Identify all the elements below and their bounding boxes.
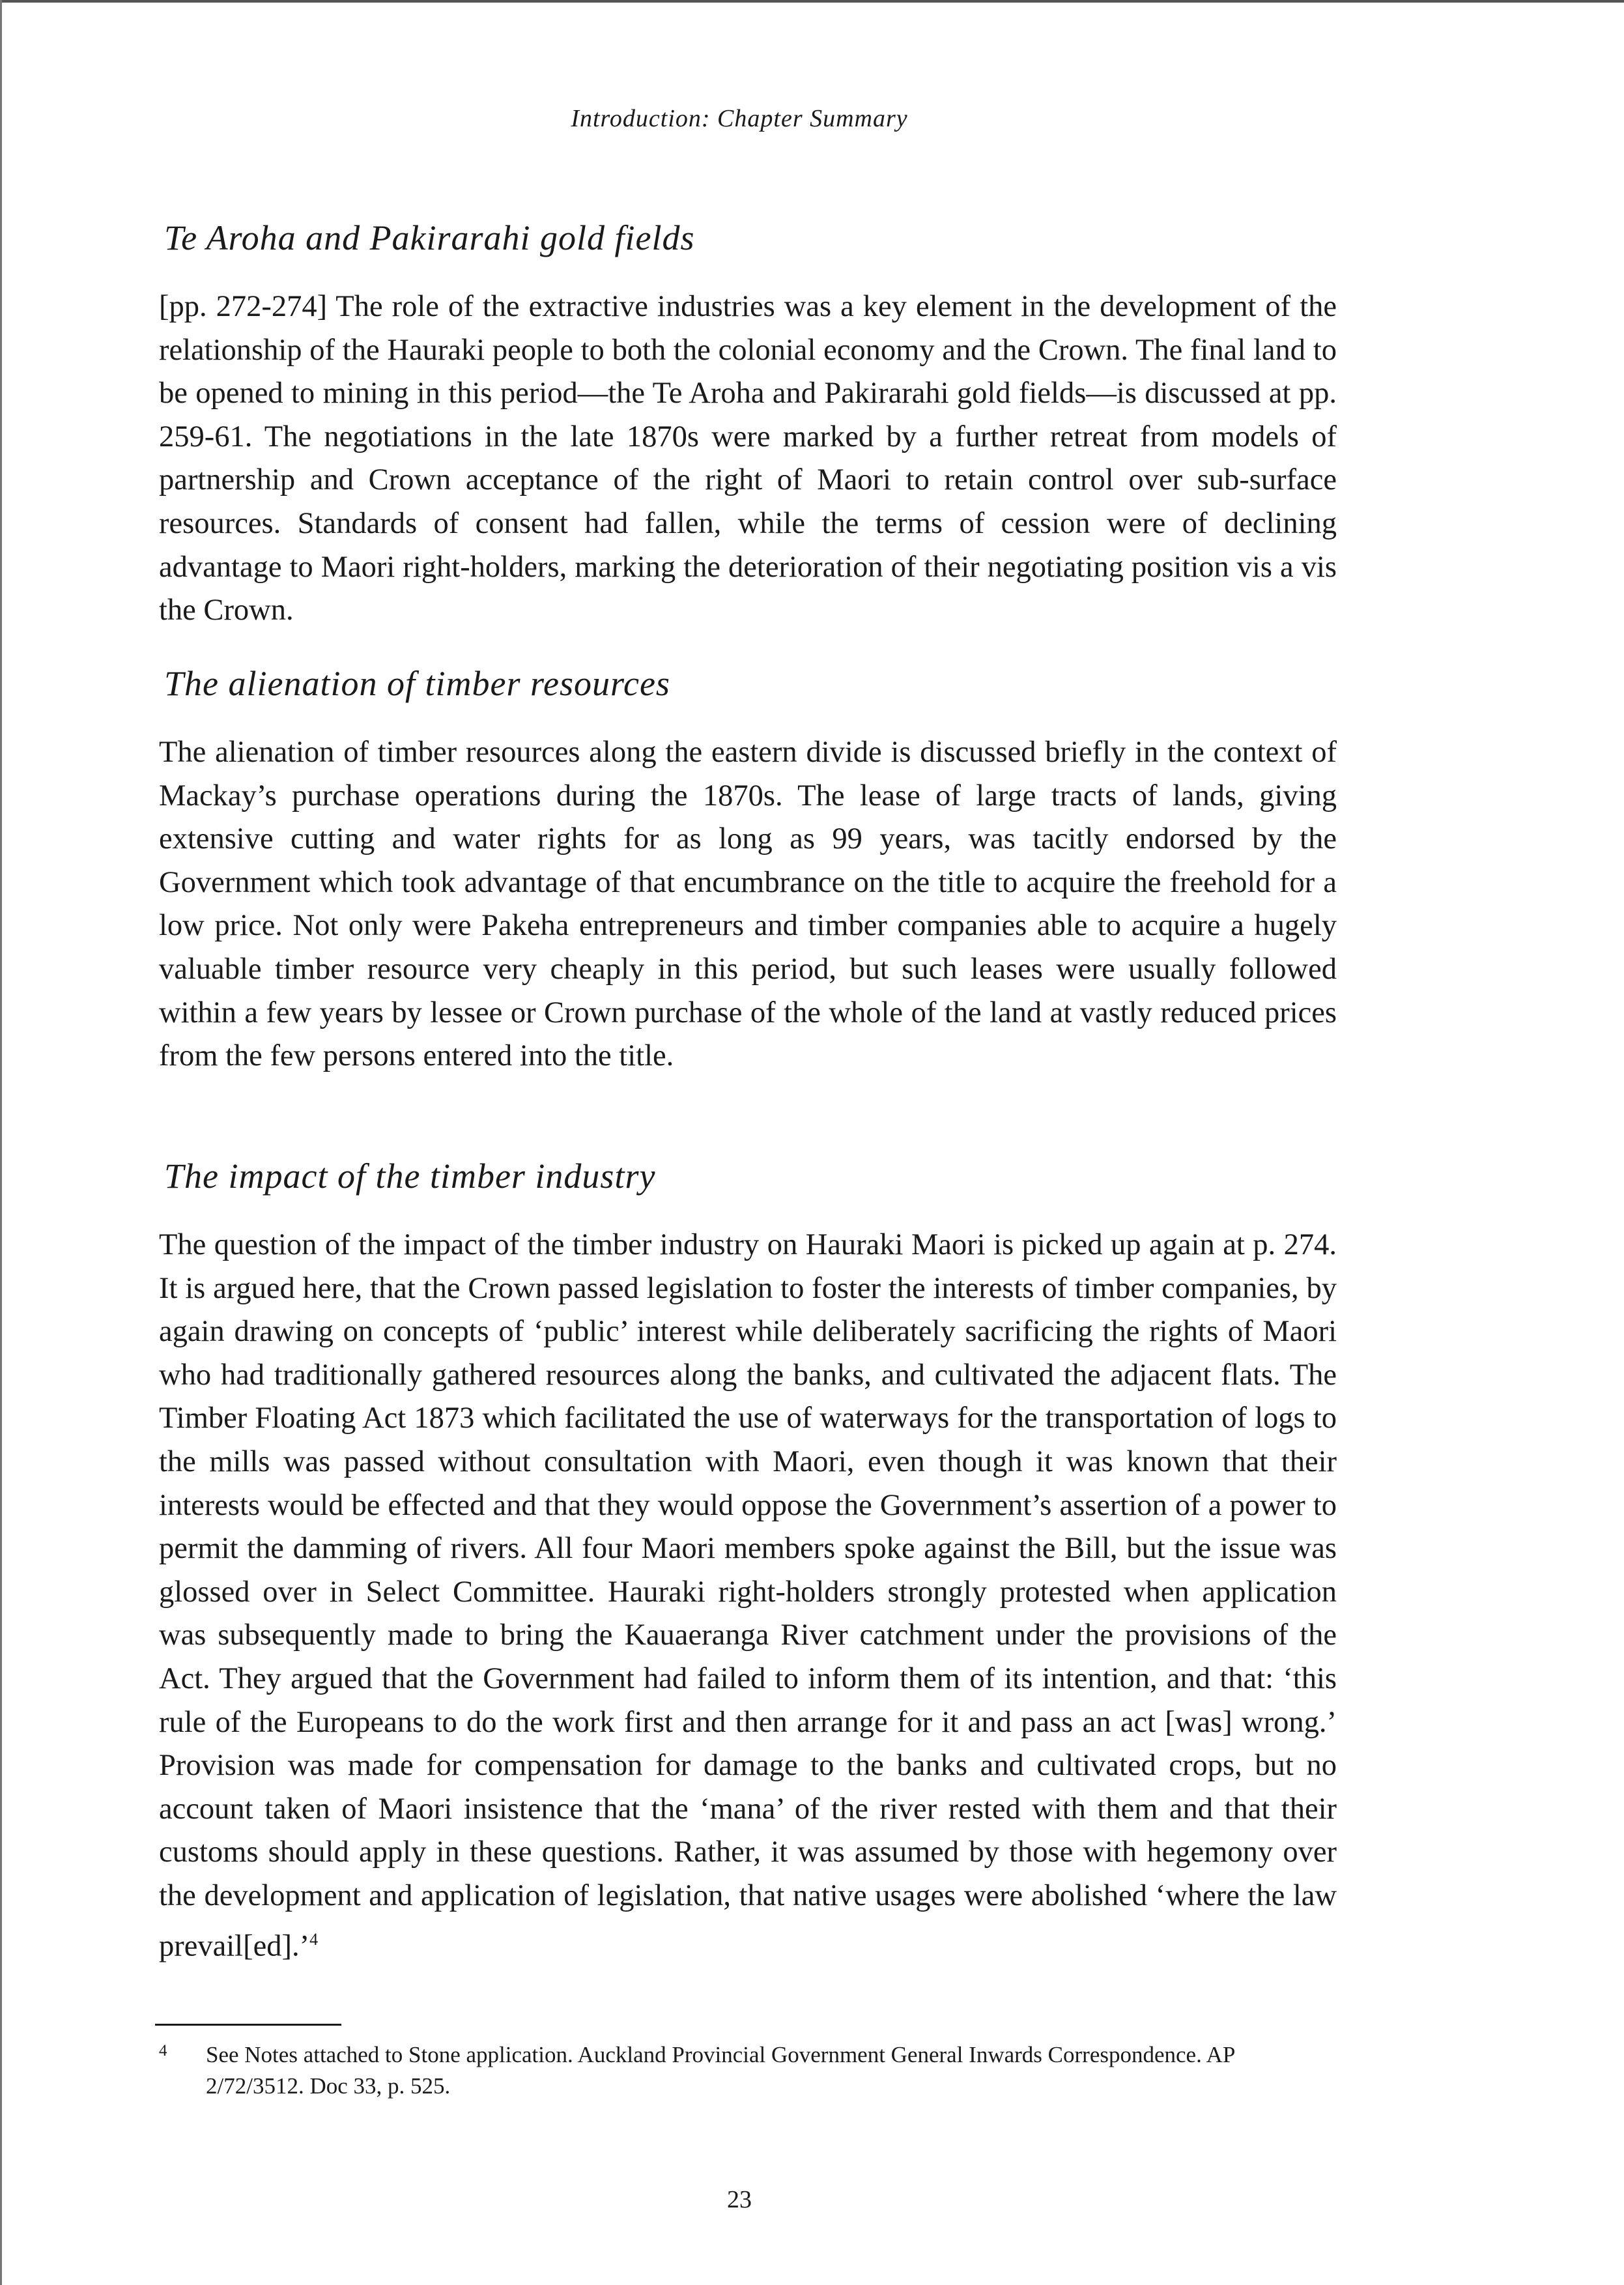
footnote-text: See Notes attached to Stone application. Auckland Provincial Government General Inwards Correspondence. AP 2/72/3512. Doc 33, p. 525.	[206, 2042, 1235, 2099]
footnote-reference: 4	[309, 1929, 319, 1949]
footnote-number: 4	[159, 2042, 167, 2060]
scan-top-edge	[0, 0, 1624, 3]
section-heading-timber-impact: The impact of the timber industry	[164, 1157, 656, 1196]
section-body-timber-alienation: The alienation of timber resources along the eastern divide is discussed briefly in the context of Mackay’s purchase operations during the 1870s. The lease of large tracts of lands, giving extensive cutting and water rights for as long as 99 years, was tacitly endorsed by the Government which took advantage of that encumbrance on the title to acquire the freehold for a low price. Not only were Pakeha entrepreneurs and timber companies able to acquire a hugely valuable timber resource very cheaply in this period, but such leases were usually followed within a few years by lessee or Crown purchase of the whole of the land at vastly reduced prices from the few persons entered into the title.	[159, 736, 1337, 1073]
page-number: 23	[727, 2186, 752, 2213]
section-body-gold-fields: [pp. 272-274] The role of the extractive industries was a key element in the development of the relationship of the Hauraki people to both the colonial economy and the Crown. The final land to be opened to mining in this period—the Te Aroha and Pakirarahi gold fields—is discussed at pp. 259-61. The negotiations in the late 1870s were marked by a further retreat from models of partnership and Crown acceptance of the right of Maori to retain control over sub-surface resources. Standards of consent had fallen, while the terms of cession were of declining advantage to Maori right-holders, marking the deterioration of their negotiating position vis a vis the Crown.	[159, 290, 1337, 627]
section-heading-gold-fields: Te Aroha and Pakirarahi gold fields	[164, 218, 695, 257]
section-heading-timber-alienation: The alienation of timber resources	[164, 664, 670, 703]
running-head: Introduction: Chapter Summary	[571, 105, 908, 132]
footnote	[159, 2039, 1305, 2102]
section-body-timber-impact-text: The question of the impact of the timber industry on Hauraki Maori is picked up again at p. 274. It is argued here, that the Crown passed legislation to foster the interests of timber companies, by again drawing on concepts of ‘public’ interest while deliberately sacrificing the rights of Maori who had traditionally gathered resources along the banks, and cultivated the adjacent flats. The Timber Floating Act 1873 which facilitated the use of waterways for the transportation of logs to the mills was passed without consultation with Maori, even though it was known that their interests would be effected and that they would oppose the Government’s assertion of a power to permit the damming of rivers. All four Maori members spoke against the Bill, but the issue was glossed over in Select Committee. Hauraki right-holders strongly protested when application was subsequently made to bring the Kauaeranga River catchment under the provisions of the Act. They argued that the Government had failed to inform them of its intention, and that: ‘this rule of the Europeans to do the work first and then arrange for it and pass an act [was] wrong.’ Provision was made for compensation for damage to the banks and cultivated crops, but no account taken of Maori insistence that the ‘mana’ of the river rested with them and that their customs should apply in these questions. Rather, it was assumed by those with hegemony over the development and application of legislation, that native usages were abolished ‘where the law prevail[ed].’	[159, 1228, 1337, 1962]
section-body-timber-impact	[159, 1224, 1337, 1968]
footnote-divider	[155, 2024, 341, 2026]
scan-left-edge	[0, 0, 2, 2285]
